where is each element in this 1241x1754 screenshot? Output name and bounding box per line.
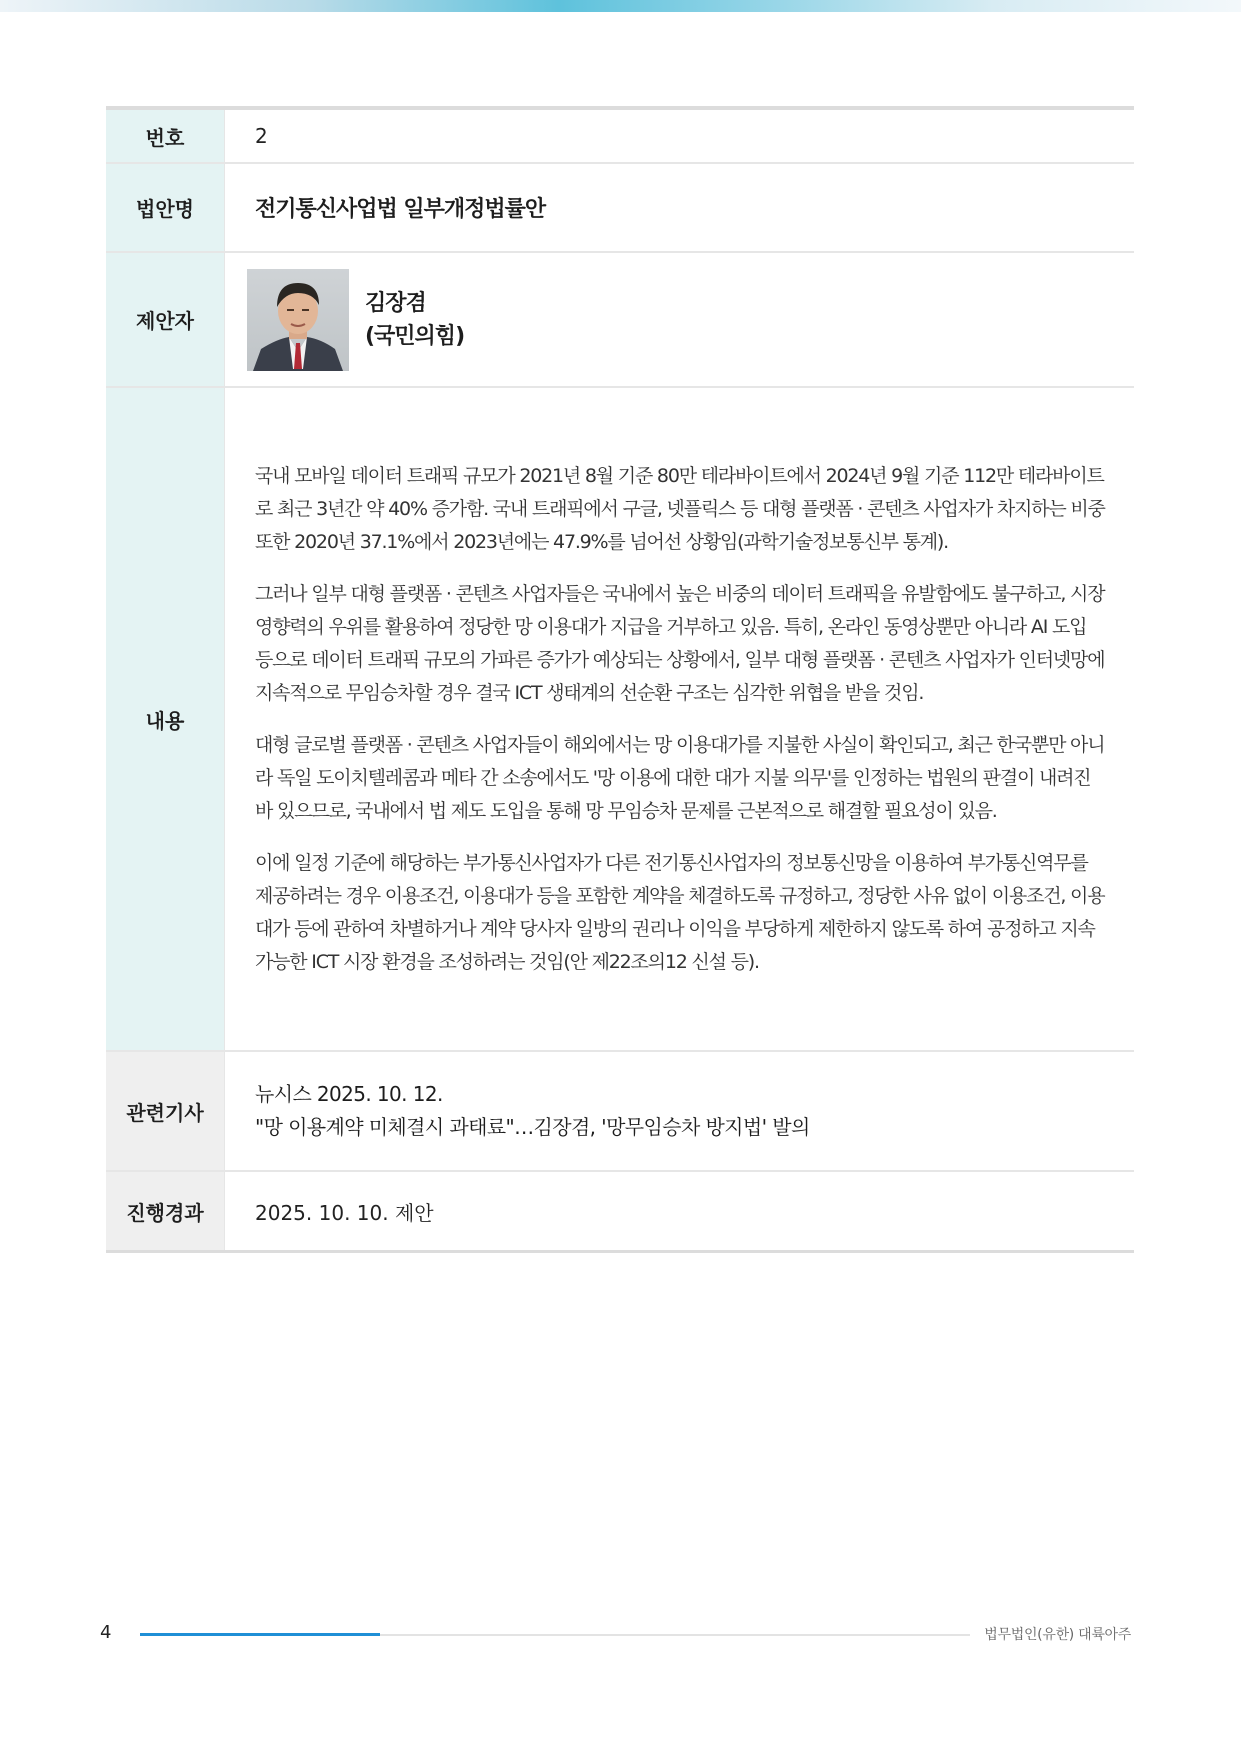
label-bill-name: 법안명 [106, 163, 225, 252]
content-paragraph: 국내 모바일 데이터 트래픽 규모가 2021년 8월 기준 80만 테라바이트에서 2024년 9월 기준 112만 테라바이트로 최근 3년간 약 40% 증가함. 국내 트래픽에서 구글, 넷플릭스 등 대형 플랫폼 · 콘텐츠 사업자가 차지하는 비중 또한 2020년 37.1%에서 2023년에는 47.9%를 넘어선 상황임(과학기술정보통신부 통계). [255, 464, 1105, 553]
content-paragraph: 이에 일정 기준에 해당하는 부가통신사업자가 다른 전기통신사업자의 정보통신망을 이용하여 부가통신역무를 제공하려는 경우 이용조건, 이용대가 등을 포함한 계약을 체결하도록 규정하고, 정당한 사유 없이 이용조건, 이용대가 등에 관하여 차별하거나 계약 당사자 일방의 권리나 이익을 부당하게 제한하지 않도록 하여 공정하고 지속 가능한 ICT 시장 환경을 조성하려는 것임(안 제22조의12 신설 등). [255, 851, 1105, 973]
proposer-photo [247, 269, 349, 371]
label-content: 내용 [106, 387, 225, 1051]
bill-title: 전기통신사업법 일부개정법률안 [255, 197, 546, 222]
label-proposer: 제안자 [106, 252, 225, 387]
proposer-text [365, 287, 464, 353]
proposer-party: (국민의힘) [365, 323, 465, 349]
label-related-article: 관련기사 [106, 1051, 225, 1171]
value-proposer [225, 252, 1135, 387]
footer-divider-accent [140, 1633, 380, 1636]
label-number: 번호 [106, 108, 225, 163]
value-related-article [225, 1051, 1135, 1171]
top-gradient-bar [0, 0, 1241, 12]
row-number [106, 108, 1134, 163]
content-paragraph: 대형 글로벌 플랫폼 · 콘텐츠 사업자들이 해외에서는 망 이용대가를 지불한 사실이 확인되고, 최근 한국뿐만 아니라 독일 도이치텔레콤과 메타 간 소송에서도 '망 이용에 대한 대가 지불 의무'를 인정하는 법원의 판결이 내려진 바 있으므로, 국내에서 법 제도 도입을 통해 망 무임승차 문제를 근본적으로 해결할 필요성이 있음. [255, 733, 1105, 822]
row-bill-name [106, 163, 1134, 252]
value-bill-name [225, 163, 1135, 252]
footer-firm-name: 법무법인(유한) 대륙아주 [984, 1627, 1131, 1643]
row-related-article [106, 1051, 1134, 1171]
row-progress [106, 1171, 1134, 1252]
label-progress: 진행경과 [106, 1171, 225, 1252]
value-content [225, 387, 1135, 1051]
page-number: 4 [100, 1622, 112, 1643]
row-content [106, 387, 1134, 1051]
value-number: 2 [225, 108, 1135, 163]
article-headline-link[interactable]: "망 이용계약 미체결시 과태료"…김장겸, '망무임승차 방지법' 발의 [255, 1115, 810, 1139]
bill-info-table [106, 106, 1134, 1253]
value-progress: 2025. 10. 10. 제안 [255, 1200, 434, 1225]
proposer-name: 김장겸 [365, 290, 426, 316]
content-paragraph: 그러나 일부 대형 플랫폼 · 콘텐츠 사업자들은 국내에서 높은 비중의 데이터 트래픽을 유발함에도 불구하고, 시장 영향력의 우위를 활용하여 정당한 망 이용대가 지급을 거부하고 있음. 특히, 온라인 동영상뿐만 아니라 AI 도입 등으로 데이터 트래픽 규모의 가파른 증가가 예상되는 상황에서, 일부 대형 플랫폼 · 콘텐츠 사업자가 인터넷망에 지속적으로 무임승차할 경우 결국 ICT 생태계의 선순환 구조는 심각한 위협을 받을 것임. [255, 582, 1105, 704]
proposer-block [255, 269, 1108, 371]
row-proposer [106, 252, 1134, 387]
article-source: 뉴시스 2025. 10. 12. [255, 1082, 443, 1106]
